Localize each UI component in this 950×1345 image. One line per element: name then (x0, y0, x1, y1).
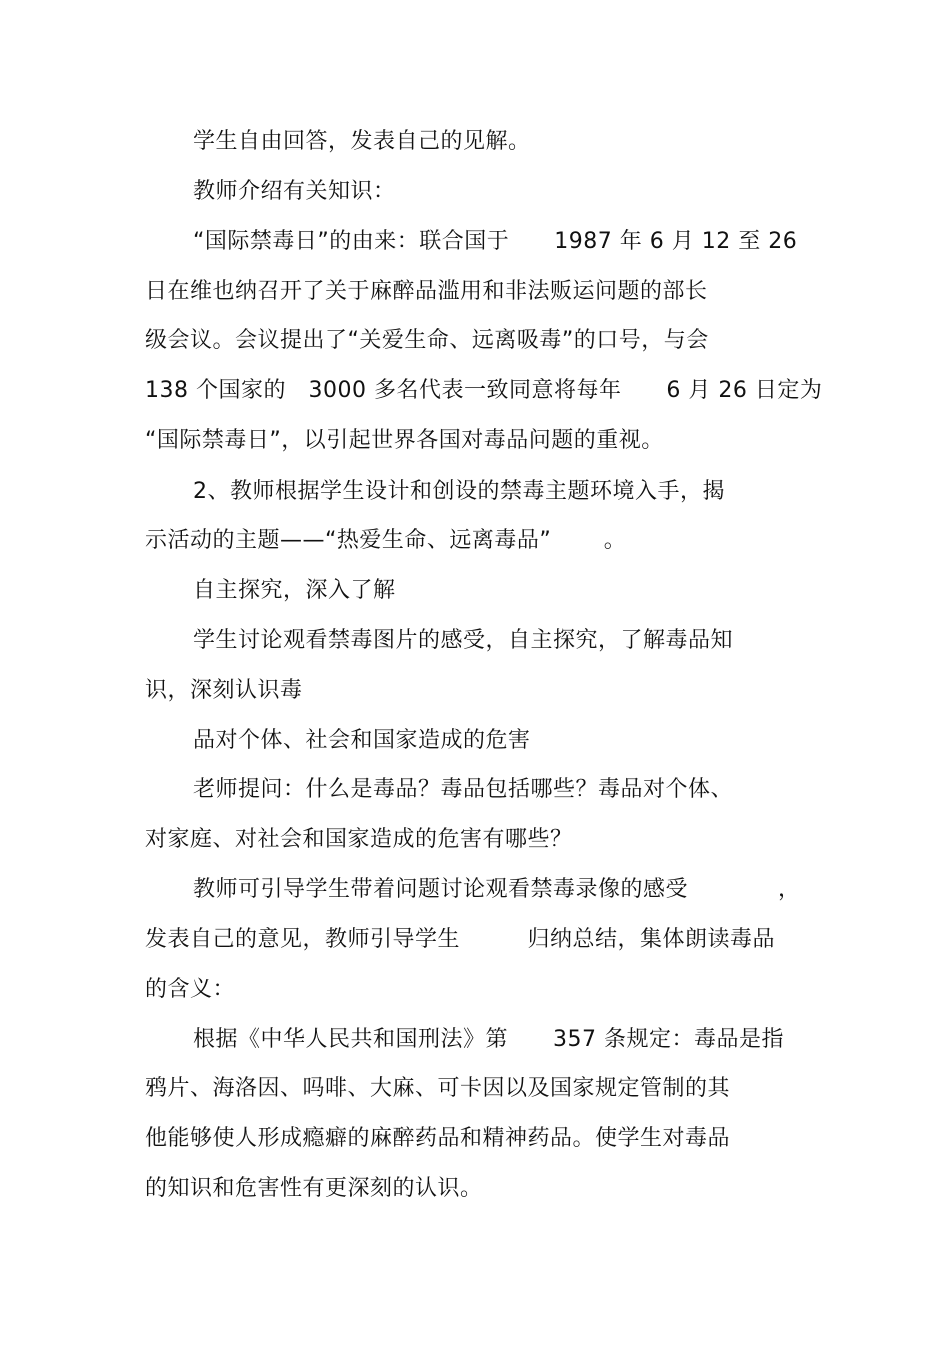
paragraph-line: 2、教师根据学生设计和创设的禁毒主题环境入手，揭 (193, 479, 725, 504)
paragraph-line: 138 个国家的 3000 多名代表一致同意将每年 6 月 26 日定为 (145, 378, 823, 403)
paragraph-line: 学生自由回答，发表自己的见解。 (193, 129, 531, 154)
paragraph-line: 鸦片、海洛因、吗啡、大麻、可卡因以及国家规定管制的其 (145, 1076, 731, 1101)
paragraph-line: 发表自己的意见，教师引导学生 归纳总结，集体朗读毒品 (145, 927, 775, 952)
paragraph-line: 的知识和危害性有更深刻的认识。 (145, 1176, 483, 1201)
paragraph-line: 的含义： (145, 977, 236, 1002)
paragraph-line: 日在维也纳召开了关于麻醉品滥用和非法贩运问题的部长 (145, 279, 708, 304)
paragraph-line: “国际禁毒日”，以引起世界各国对毒品问题的重视。 (145, 428, 664, 453)
paragraph-line: 对家庭、对社会和国家造成的危害有哪些？ (145, 827, 573, 852)
paragraph-line: 他能够使人形成瘾癖的麻醉药品和精神药品。使学生对毒品 (145, 1126, 731, 1151)
paragraph-line: 学生讨论观看禁毒图片的感受，自主探究，了解毒品知 (193, 628, 734, 653)
paragraph-line: 级会议。会议提出了“关爱生命、远离吸毒”的口号，与会 (145, 328, 709, 353)
paragraph-line: 根据《中华人民共和国刑法》第 357 条规定：毒品是指 (193, 1027, 784, 1052)
paragraph-line: 教师介绍有关知识： (193, 179, 396, 204)
paragraph-line: 品对个体、社会和国家造成的危害 (193, 728, 531, 753)
paragraph-line: 识，深刻认识毒 (145, 678, 303, 703)
paragraph-line: 示活动的主题——“热爱生命、远离毒品” 。 (145, 528, 627, 553)
paragraph-line: 自主探究，深入了解 (193, 578, 396, 603)
paragraph-line: 教师可引导学生带着问题讨论观看禁毒录像的感受 (193, 877, 689, 902)
paragraph-line: “国际禁毒日”的由来：联合国于 1987 年 6 月 12 至 26 (193, 229, 798, 254)
paragraph-line: 老师提问：什么是毒品？毒品包括哪些？毒品对个体、 (193, 777, 734, 802)
paragraph-line: ， (778, 877, 801, 902)
